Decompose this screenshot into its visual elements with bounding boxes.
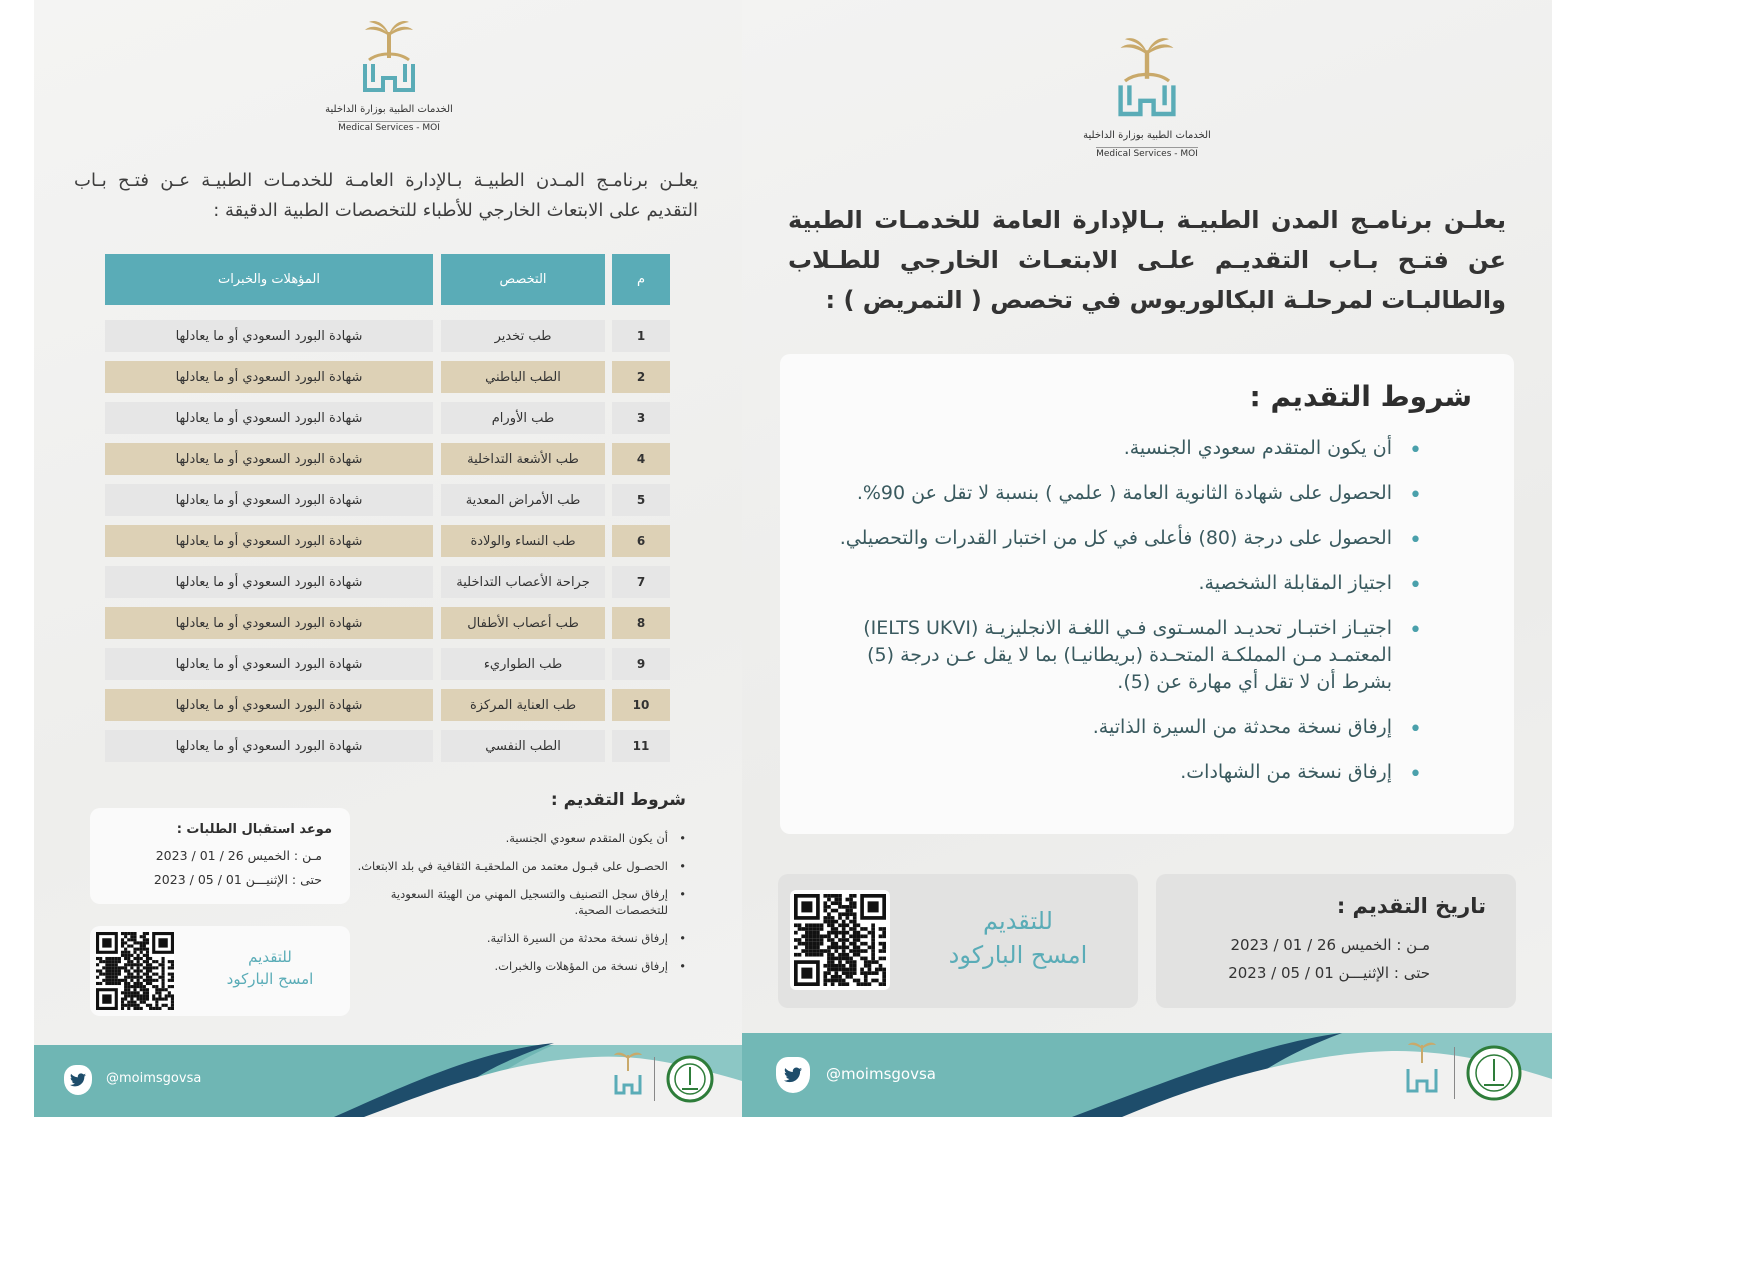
scan-line-apply: للتقديم xyxy=(248,948,292,966)
row-qualification: شهادة البورد السعودي أو ما يعادلها xyxy=(105,648,433,680)
left-scan-text xyxy=(190,946,350,990)
application-date-to: حتى : الإثنيـــن 01 / 05 / 2023 xyxy=(1228,964,1430,982)
twitter-handle[interactable]: @moimsgovsa xyxy=(106,1071,202,1086)
row-number: 5 xyxy=(612,484,670,516)
row-qualification: شهادة البورد السعودي أو ما يعادلها xyxy=(105,402,433,434)
condition-item: • إرفاق نسخة من الشهادات. xyxy=(822,759,1422,786)
row-specialty: طب تخدير xyxy=(441,320,605,352)
application-date-box xyxy=(1156,874,1516,1008)
condition-item: • الحصول على درجة (80) فأعلى في كل من اختبار القدرات والتحصيلي. xyxy=(822,525,1422,552)
row-specialty: الطب الباطني xyxy=(441,361,605,393)
condition-item: • الحصـول على قبـول معتمد من الملحقيـة الثقافية في بلد الابتعاث. xyxy=(350,858,688,874)
left-conditions-title: شروط التقديم : xyxy=(550,790,686,810)
left-conditions-list xyxy=(350,830,688,986)
condition-item: • أن يكون المتقدم سعودي الجنسية. xyxy=(822,435,1422,462)
application-date-title: تاريخ التقديم : xyxy=(1336,894,1486,918)
right-footer xyxy=(742,1033,1552,1117)
condition-item: • أن يكون المتقدم سعودي الجنسية. xyxy=(350,830,688,846)
moi-medical-logo xyxy=(314,20,464,134)
table-header-number: م xyxy=(612,254,670,305)
row-qualification: شهادة البورد السعودي أو ما يعادلها xyxy=(105,320,433,352)
left-footer xyxy=(34,1031,742,1117)
row-specialty: طب النساء والولادة xyxy=(441,525,605,557)
row-number: 9 xyxy=(612,648,670,680)
deadline-title: موعد استقبال الطلبات : xyxy=(176,822,332,837)
right-conditions-list xyxy=(822,435,1422,804)
row-specialty: طب أعصاب الأطفال xyxy=(441,607,605,639)
condition-item: • اجتيـاز اختبـار تحديـد المسـتوى فـي اللغـة الانجليزيـة (IELTS UKVI) المعتمـد مـن المملكـة المتحـدة (بريطانيـا) بما لا يقل عـن درجة (5) بشرط أن لا تقل أي مهارة عن (5). xyxy=(822,615,1422,696)
row-qualification: شهادة البورد السعودي أو ما يعادلها xyxy=(105,730,433,762)
row-number: 1 xyxy=(612,320,670,352)
condition-item: • إرفاق نسخة محدثة من السيرة الذاتية. xyxy=(822,714,1422,741)
logo-arabic-text: الخدمات الطبية بوزارة الداخلية xyxy=(1083,130,1211,141)
row-qualification: شهادة البورد السعودي أو ما يعادلها xyxy=(105,607,433,639)
right-scan-text xyxy=(918,904,1118,972)
left-poster xyxy=(34,0,742,1117)
row-specialty: طب الطواريء xyxy=(441,648,605,680)
logo-english-text: Medical Services - MOI xyxy=(1096,149,1198,159)
condition-item: • الحصول على شهادة الثانوية العامة ( علمي ) بنسبة لا تقل عن 90%. xyxy=(822,480,1422,507)
moi-medical-logo xyxy=(1062,36,1232,160)
left-intro-text: يعلـن برنامـج المـدن الطبيـة بـالإدارة العامـة للخدمـات الطبيـة عـن فتـح بـاب التقديم على الابتعاث الخارجي للأطباء للتخصصات الطبية الدقيقة : xyxy=(74,170,698,221)
deadline-box xyxy=(90,808,350,904)
palm-logo-icon xyxy=(1114,36,1180,126)
deadline-to: حتى : الإثنيـــن 01 / 05 / 2023 xyxy=(153,872,322,887)
footer-emblems-icon xyxy=(1398,1039,1528,1109)
row-qualification: شهادة البورد السعودي أو ما يعادلها xyxy=(105,361,433,393)
right-intro-text: يعلـن برنامـج المدن الطبيـة بـالإدارة العامة للخدمـات الطبية عن فتـح بـاب التقديـم علـى الابتعـاث الخارجي للطـلاب والطالبـات لمرحلـة البكالوريوس في تخصص ( التمريض ) : xyxy=(788,206,1506,314)
row-specialty: طب العناية المركزة xyxy=(441,689,605,721)
row-number: 6 xyxy=(612,525,670,557)
right-qr-box xyxy=(778,874,1138,1008)
right-conditions-title: شروط التقديم : xyxy=(1249,380,1472,413)
left-qr-box xyxy=(90,926,350,1016)
table-header-qualifications: المؤهلات والخبرات xyxy=(105,254,433,305)
scan-line-barcode: امسح الباركود xyxy=(226,970,314,988)
row-specialty: طب الأورام xyxy=(441,402,605,434)
twitter-icon[interactable] xyxy=(64,1065,92,1095)
row-qualification: شهادة البورد السعودي أو ما يعادلها xyxy=(105,566,433,598)
row-specialty: طب الأشعة التداخلية xyxy=(441,443,605,475)
twitter-handle[interactable]: @moimsgovsa xyxy=(826,1065,936,1083)
row-number: 8 xyxy=(612,607,670,639)
row-number: 3 xyxy=(612,402,670,434)
row-number: 2 xyxy=(612,361,670,393)
left-qr-code[interactable] xyxy=(96,932,174,1010)
palm-logo-icon xyxy=(359,20,419,100)
row-specialty: طب الأمراض المعدية xyxy=(441,484,605,516)
row-qualification: شهادة البورد السعودي أو ما يعادلها xyxy=(105,525,433,557)
right-qr-code[interactable] xyxy=(790,890,890,990)
scan-line-barcode: امسح الباركود xyxy=(948,941,1088,969)
condition-item: • إرفاق نسخة من المؤهلات والخبرات. xyxy=(350,958,688,974)
row-number: 4 xyxy=(612,443,670,475)
qr-code-icon xyxy=(96,932,174,1010)
logo-english-text: Medical Services - MOI xyxy=(338,123,440,133)
scan-line-apply: للتقديم xyxy=(983,907,1053,935)
row-qualification: شهادة البورد السعودي أو ما يعادلها xyxy=(105,484,433,516)
row-specialty: الطب النفسي xyxy=(441,730,605,762)
application-date-from: مـن : الخميس 26 / 01 / 2023 xyxy=(1230,936,1430,954)
row-number: 11 xyxy=(612,730,670,762)
row-qualification: شهادة البورد السعودي أو ما يعادلها xyxy=(105,689,433,721)
table-header-specialty: التخصص xyxy=(441,254,605,305)
row-number: 7 xyxy=(612,566,670,598)
condition-item: • اجتياز المقابلة الشخصية. xyxy=(822,570,1422,597)
footer-emblems-icon xyxy=(604,1049,714,1109)
logo-arabic-text: الخدمات الطبية بوزارة الداخلية xyxy=(325,104,453,115)
row-specialty: جراحة الأعصاب التداخلية xyxy=(441,566,605,598)
row-qualification: شهادة البورد السعودي أو ما يعادلها xyxy=(105,443,433,475)
twitter-icon[interactable] xyxy=(776,1057,810,1093)
deadline-from: مـن : الخميس 26 / 01 / 2023 xyxy=(155,848,322,863)
condition-item: • إرفاق سجل التصنيف والتسجيل المهني من الهيئة السعودية للتخصصات الصحية. xyxy=(350,886,688,918)
row-number: 10 xyxy=(612,689,670,721)
condition-item: • إرفاق نسخة محدثة من السيرة الذاتية. xyxy=(350,930,688,946)
right-poster xyxy=(742,0,1552,1117)
qr-code-icon xyxy=(794,894,886,986)
